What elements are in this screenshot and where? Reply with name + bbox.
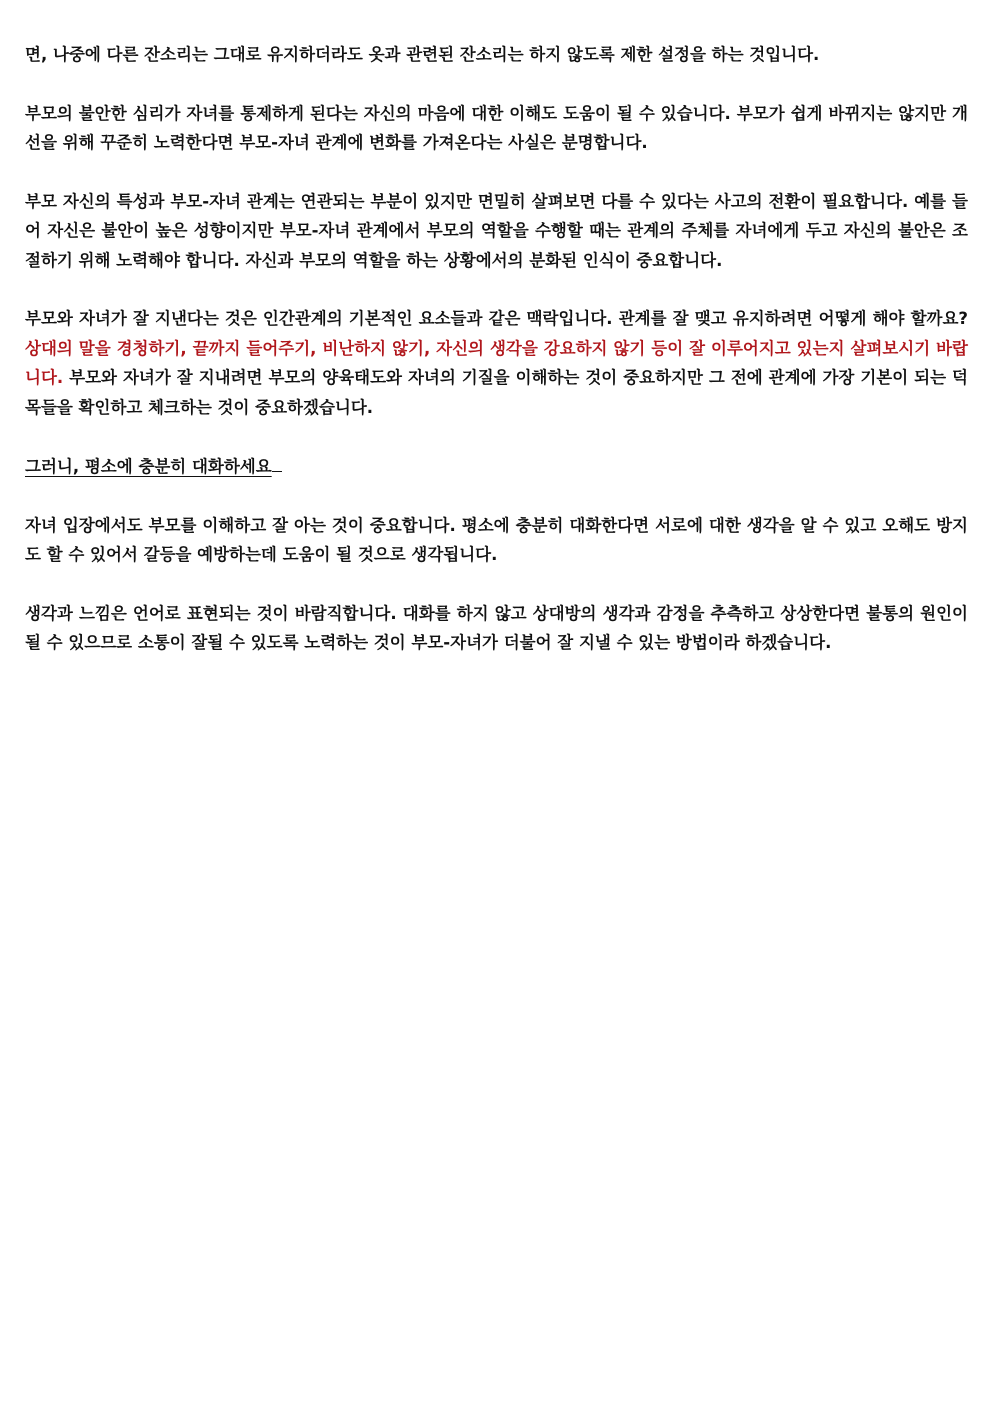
paragraph-3: 부모 자신의 특성과 부모-자녀 관계는 연관되는 부분이 있지만 면밀히 살펴보면 다를 수 있다는 사고의 전환이 필요합니다. 예를 들어 자신은 불안이 높은 성향이지만 부모-자녀 관계에서 부모의 역할을 수행할 때는 관계의 주체를 자녀에게 두고 자신의 불안은 조절하기 위해 노력해야 합니다. 자신과 부모의 역할을 하는 상황에서의 분화된 인식이 중요합니다. — [25, 191, 968, 270]
section-heading: 그러니, 평소에 충분히 대화하세요 — [25, 457, 272, 476]
paragraph-4 — [25, 304, 968, 422]
highlighted-advice: 상대의 말을 경청하기, 끝까지 들어주기, 비난하지 않기, 자신의 생각을 강요하지 않기 등이 잘 이루어지고 있는지 살펴보시기 바랍니다. — [25, 338, 968, 387]
document-page — [25, 40, 968, 687]
section-heading-wrapper — [25, 451, 968, 482]
paragraph-1: 면, 나중에 다른 잔소리는 그대로 유지하더라도 옷과 관련된 잔소리는 하지 않도록 제한 설정을 하는 것입니다. — [25, 45, 820, 64]
paragraph-4-conclusion: 부모와 자녀가 잘 지내려면 부모의 양육태도와 자녀의 기질을 이해하는 것이 중요하지만 그 전에 관계에 가장 기본이 되는 덕목들을 확인하고 체크하는 것이 중요하겠습니다. — [25, 368, 968, 417]
paragraph-2: 부모의 불안한 심리가 자녀를 통제하게 된다는 자신의 마음에 대한 이해도 도움이 될 수 있습니다. 부모가 쉽게 바뀌지는 않지만 개선을 위해 꾸준히 노력한다면 부모-자녀 관계에 변화를 가져온다는 사실은 분명합니다. — [25, 103, 968, 152]
paragraph-5: 자녀 입장에서도 부모를 이해하고 잘 아는 것이 중요합니다. 평소에 충분히 대화한다면 서로에 대한 생각을 알 수 있고 오해도 방지도 할 수 있어서 갈등을 예방하는데 도움이 될 것으로 생각됩니다. — [25, 515, 968, 564]
heading-underline-extension — [272, 451, 282, 472]
paragraph-6: 생각과 느낌은 언어로 표현되는 것이 바람직합니다. 대화를 하지 않고 상대방의 생각과 감정을 추측하고 상상한다면 불통의 원인이 될 수 있으므로 소통이 잘될 수 있도록 노력하는 것이 부모-자녀가 더불어 잘 지낼 수 있는 방법이라 하겠습니다. — [25, 603, 968, 652]
paragraph-4-intro: 부모와 자녀가 잘 지낸다는 것은 인간관계의 기본적인 요소들과 같은 맥락입니다. 관계를 잘 맺고 유지하려면 어떻게 해야 할까요? — [25, 309, 968, 328]
